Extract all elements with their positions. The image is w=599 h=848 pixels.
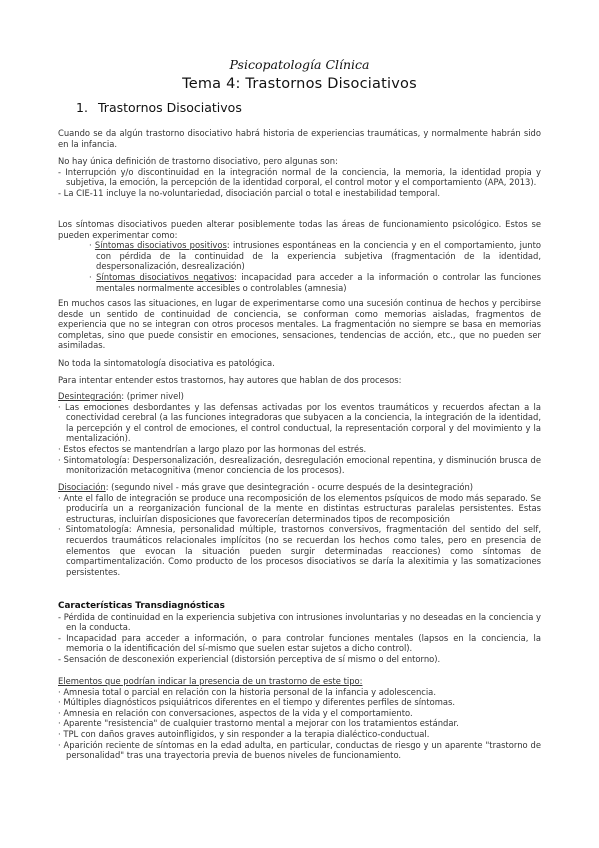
intro-block [58,128,541,149]
dissociation-heading [58,482,541,493]
dissociation-label: Disociación [58,482,106,492]
page-title: Tema 4: Trastornos Disociativos [182,76,417,92]
symptoms-block [58,219,541,293]
definitions-block [58,156,541,198]
desintegration-heading [58,391,541,402]
desintegration-label-suffix: : (primer nivel) [121,391,184,401]
desintegration-item: · Estos efectos se mantendrían a largo plazo por las hormonas del estrés. [58,443,367,454]
section-heading [76,100,242,115]
indicator-item: · TPL con daños graves autoinfligidos, y sin responder a la terapia dialéctico-conductual. [58,728,430,739]
not-pathological-block [58,358,541,369]
processes-paragraph: Para intentar entender estos trastornos, hay autores que hablan de dos procesos: [58,375,402,385]
transdiagnostic-block [58,601,541,665]
desintegration-block [58,391,541,476]
processes-block [58,375,541,386]
indicator-item: · Amnesia total o parcial en relación con la historia personal de la infancia y adolescencia. [58,686,436,697]
transdiagnostic-item: - Pérdida de continuidad en la experiencia subjetiva con intrusiones involuntarias y no deseadas en la conciencia y en la conducta. [58,611,541,633]
indicators-heading: Elementos que podrían indicar la presencia de un trastorno de este tipo: [58,676,363,686]
subject-header: Psicopatología Clínica [229,57,370,72]
intro-paragraph: Cuando se da algún trastorno disociativo habrá historia de experiencias traumáticas, y normalmente habrán sido en la infancia. [58,128,541,149]
indicator-item: · Aparente "resistencia" de cualquier trastorno mental a mejorar con los tratamientos estándar. [58,718,459,729]
definition-item: - Interrupción y/o discontinuidad en la integración normal de la conciencia, la memoria, la identidad propia y subjetiva, la emoción, la percepción de la identidad corporal, el control motor y el comportamiento (APA, 2013). [58,166,541,188]
desintegration-label: Desintegración [58,391,122,401]
definitions-intro: No hay única definición de trastorno disociativo, pero algunas son: [58,156,338,166]
dissociation-item: · Ante el fallo de integración se produce una recomposición de los elementos psíquicos de modo más separado. Se produciría un a reorganización funcional de la mente en distintas estructuras paralelas persistentes. Estas estructuras, incluirían disposiciones que favorecerían determinados tipos de recomposición [58,492,541,524]
symptoms-intro: Los síntomas disociativos pueden alterar posiblemente todas las áreas de funcionamiento psicológico. Estos se pueden experimentar como: [58,219,541,240]
transdiagnostic-heading: Características Transdiagnósticas [58,601,225,611]
dissociation-item: · Sintomatología: Amnesia, personalidad múltiple, trastornos conversivos, fragmentación del sentido del self, recuerdos traumáticos relacionales implícitos (no se recuerdan los hechos como tales, pero en presencia de elementos que evocan la situación pueden surgir determinadas reacciones) como síntomas de compartimentalización. Como producto de los procesos disociativos se daría la alexitimia y las somatizaciones persistentes. [58,524,541,577]
positive-symptoms-item: · Síntomas disociativos positivos: intrusiones espontáneas en la conciencia y en el comportamiento, junto con pérdida de la continuidad de la experiencia subjetiva (fragmentación de la identidad, despersonalización, desrealización) [89,240,541,272]
situations-block [58,298,541,351]
negative-symptoms-label: Síntomas disociativos negativos [96,271,235,282]
section-title: Trastornos Disociativos [98,100,242,115]
definition-item: - La CIE-11 incluye la no-voluntariedad, disociación parcial o total e inestabilidad temporal. [58,187,440,198]
indicator-item: · Múltiples diagnósticos psiquiátricos diferentes en el tiempo y diferentes perfiles de síntomas. [58,697,456,708]
transdiagnostic-item: - Incapacidad para acceder a información, o para controlar funciones mentales (lapsos en la conciencia, la memoria o la identificación del sí-mismo que suelen estar sujetos a dicho control). [58,632,541,654]
negative-symptoms-item: · Síntomas disociativos negativos: incapacidad para acceder a la información o controlar las funciones mentales normalmente accesibles o controlables (amnesia) [89,271,541,293]
section-number: 1. [76,100,88,115]
not-pathological-paragraph: No toda la sintomatología disociativa es patológica. [58,358,275,368]
negative-symptoms-text: : incapacidad para acceder a la información o controlar las funciones mentales normalmente accesibles o controlables (amnesia) [96,271,541,293]
positive-symptoms-label: Síntomas disociativos positivos [94,240,227,251]
transdiagnostic-item: - Sensación de desconexión experiencial (distorsión perceptiva de sí mismo o del entorno). [58,653,441,664]
indicators-block [58,676,541,761]
situations-paragraph: En muchos casos las situaciones, en lugar de experimentarse como una sucesión continua de hechos y percibirse desde un sentido de continuidad de conciencia, se conforman como memorias aisladas, fragmentos de experiencia que no se integran con otros procesos mentales. La fragmentación no siempre se basa en memorias completas, sino que puede consistir en emociones, sensaciones, tendencias de acción, etc., que no pueden ser asimiladas. [58,298,541,351]
indicator-item: · Aparición reciente de síntomas en la edad adulta, en particular, conductas de riesgo y un aparente "trastorno de personalidad" tras una trayectoria previa de buenos niveles de funcionamiento. [58,739,541,761]
desintegration-item: · Las emociones desbordantes y las defensas activadas por los eventos traumáticos y recuerdos afectan a la conectividad cerebral (a las funciones integradoras que subyacen a la conciencia, la integración de la identidad, la percepción y el control de emociones, el control conductual, la representación corporal y del movimiento y la mentalización). [58,401,541,444]
dissociation-label-suffix: : (segundo nivel - más grave que desintegración - ocurre después de la desintegración) [105,482,474,492]
desintegration-item: · Sintomatología: Despersonalización, desrealización, desregulación emocional repentina, y disminución brusca de monitorización metacognitiva (menor conciencia de los procesos). [58,454,541,476]
positive-symptoms-text: : intrusiones espontáneas en la conciencia y en el comportamiento, junto con pérdida de la continuidad de la experiencia subjetiva (fragmentación de la identidad, despersonalización, desrealización) [96,240,541,272]
indicator-item: · Amnesia en relación con conversaciones, aspectos de la vida y el comportamiento. [58,707,413,718]
dissociation-block [58,482,541,577]
